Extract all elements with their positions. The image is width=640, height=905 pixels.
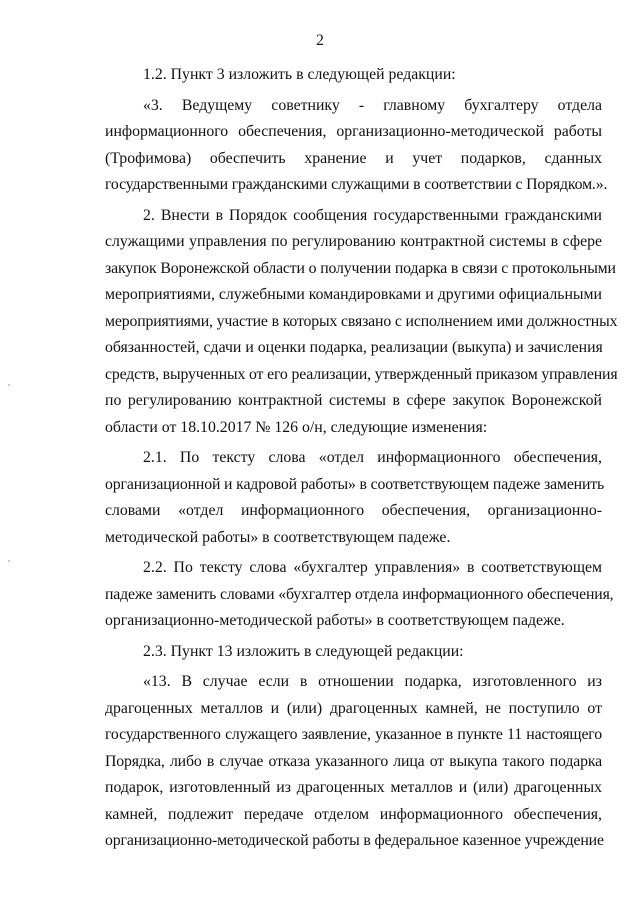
paragraph-line: камней, подлежит передаче отделом информационного обеспечения, <box>105 805 602 823</box>
paragraph-line: драгоценных металлов и (или) драгоценных камней, не поступило от <box>105 699 602 717</box>
paragraph-line: «13. В случае если в отношении подарка, изготовленного из <box>143 673 602 690</box>
paragraph-line: области от 18.10.2017 № 126 о/н, следующие изменения: <box>105 418 488 436</box>
paragraph-line: организационно-методической работы» в соответствующем падеже. <box>105 612 565 629</box>
paragraph-line: падеже заменить словами «бухгалтер отдела информационного обеспечения, <box>105 585 614 603</box>
paragraph-line: «3. Ведущему советнику - главному бухгалтеру отдела <box>143 96 602 114</box>
paragraph-2 <box>105 203 618 442</box>
paragraph-line: 1.2. Пункт 3 изложить в следующей редакции: <box>143 66 456 83</box>
paragraph-1-2 <box>105 62 602 89</box>
paragraph-2-1 <box>105 445 605 551</box>
paragraph-line: служащими управления по регулированию контрактной системы в сфере <box>105 233 602 250</box>
paragraph-line: (Трофимова) обеспечить хранение и учет подарков, сданных <box>105 149 602 167</box>
page-number: 2 <box>316 32 324 49</box>
paragraph-quote-13 <box>105 669 602 855</box>
paragraph-line: государственными гражданскими служащими в соответствии с Порядком.». <box>105 176 608 193</box>
paragraph-line: организационно-методической работы в федеральное казенное учреждение <box>105 832 604 849</box>
paragraph-line: 2. Внести в Порядок сообщения государственными гражданскими <box>143 206 602 224</box>
paragraph-line: 2.2. По тексту слова «бухгалтер управления» в соответствующем <box>143 559 602 576</box>
paragraph-line: Порядка, либо в случае отказа указанного лица от выкупа такого подарка <box>105 752 602 770</box>
paragraph-line: мероприятиями, участие в которых связано с исполнением ими должностных <box>105 312 618 330</box>
scan-speck <box>8 560 10 562</box>
paragraph-line: закупок Воронежской области о получении подарка в связи с протокольными <box>105 259 616 277</box>
paragraph-2-2 <box>105 555 614 635</box>
paragraph-2-3 <box>105 639 602 666</box>
paragraph-line: организационной и кадровой работы» в соответствующем падеже заменить <box>105 475 605 493</box>
paragraph-line: средств, вырученных от его реализации, утвержденный приказом управления <box>105 365 618 383</box>
paragraph-line: государственного служащего заявление, указанное в пункте 11 настоящего <box>105 726 602 743</box>
scan-speck <box>8 384 10 386</box>
paragraph-line: 2.1. По тексту слова «отдел информационного обеспечения, <box>143 449 602 466</box>
paragraph-line: информационного обеспечения, организационно-методической работы <box>105 123 602 140</box>
paragraph-line: обязанностей, сдачи и оценки подарка, реализации (выкупа) и зачисления <box>105 339 603 356</box>
paragraph-line: подарок, изготовленный из драгоценных металлов и (или) драгоценных <box>105 779 602 796</box>
document-body <box>105 62 618 855</box>
paragraph-line: методической работы» в соответствующем падеже. <box>105 528 451 546</box>
paragraph-line: словами «отдел информационного обеспечения, организационно- <box>105 502 602 519</box>
paragraph-line: мероприятиями, служебными командировками и другими официальными <box>105 286 602 303</box>
paragraph-quote-3 <box>105 93 608 199</box>
paragraph-line: 2.3. Пункт 13 изложить в следующей редакции: <box>143 642 464 660</box>
paragraph-line: по регулированию контрактной системы в сфере закупок Воронежской <box>105 392 602 409</box>
